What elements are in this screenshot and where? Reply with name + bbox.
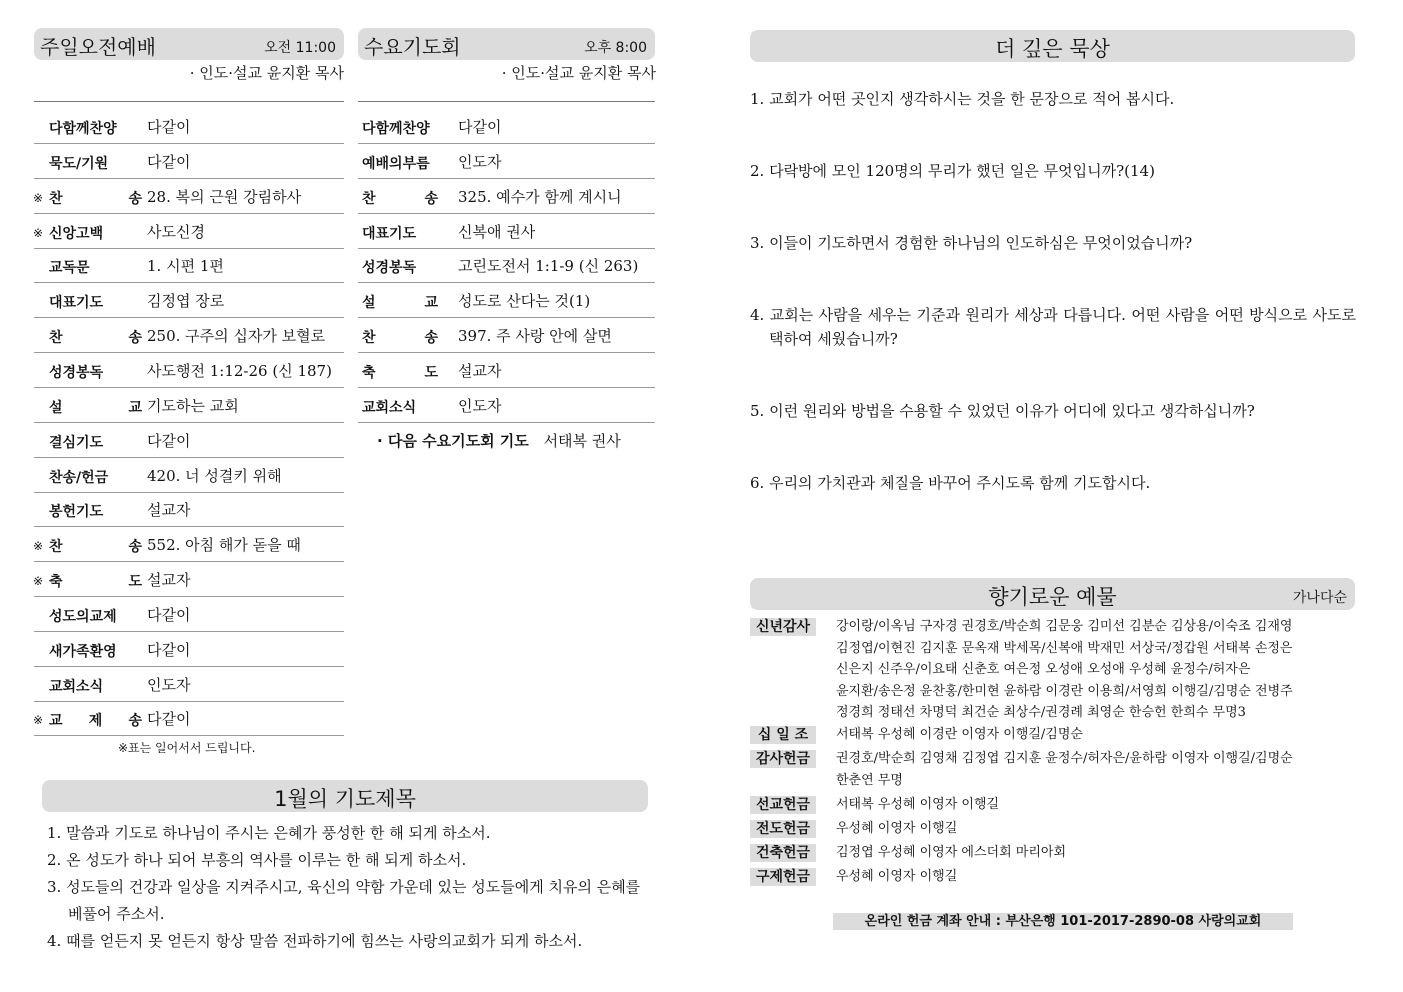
order-label: 찬 송 [362, 330, 438, 347]
order-row [34, 422, 344, 458]
meditation-question: 4. 교회는 사람을 세우는 기준과 원리가 세상과 다릅니다. 어떤 사람을 어떤 방식으로 사도로 택하여 세웠습니까? [750, 306, 1356, 348]
order-label: 축 도 [362, 364, 438, 381]
order-row [34, 317, 344, 353]
offering-label: 십 일 조 [750, 726, 816, 744]
order-label: 설 교 [49, 399, 142, 416]
prayer-item: 4. 때를 얻든지 못 얻든지 항상 말씀 전파하기에 힘쓰는 사랑의교회가 되게 하소서. [47, 932, 583, 950]
standing-mark: ※ [33, 190, 44, 205]
offering-names: 우성혜 이영자 이행길 [836, 821, 958, 836]
order-label: 대표기도 [362, 225, 417, 242]
order-label: 성도의교제 [49, 608, 117, 625]
order-label: 성경봉독 [49, 364, 104, 381]
order-label: 예배의부름 [362, 155, 430, 172]
order-label: 찬 송 [49, 330, 142, 347]
order-row [34, 596, 344, 632]
order-label: 성경봉독 [362, 260, 417, 277]
standing-mark: ※ [33, 225, 44, 240]
order-row [358, 143, 655, 179]
order-value: 김정엽 장로 [147, 292, 225, 311]
order-row [358, 387, 655, 423]
order-value: 다같이 [147, 710, 191, 729]
prayer-item: 3. 성도들의 건강과 일상을 지켜주시고, 육신의 약함 가운데 있는 성도들에게 치유의 은혜를 베풀어 주소서. [47, 878, 641, 923]
standing-note: ※표는 일어서서 드립니다. [118, 741, 256, 755]
order-value: 다같이 [458, 118, 502, 136]
offering-label: 전도헌금 [750, 820, 816, 838]
order-row [358, 317, 655, 353]
prayer-header [42, 780, 648, 812]
order-row [34, 526, 344, 562]
order-value: 다같이 [147, 431, 191, 450]
order-value: 성도로 산다는 것(1) [458, 292, 591, 311]
order-value: 인도자 [147, 675, 191, 694]
order-row [358, 108, 655, 144]
meditation-question: 1. 교회가 어떤 곳인지 생각하시는 것을 한 문장으로 적어 봅시다. [750, 90, 1175, 108]
order-value: 설교자 [147, 501, 191, 520]
offering-names: 서태복 우성혜 이영자 이행길 [836, 797, 1000, 812]
order-row [358, 247, 655, 283]
order-row [34, 666, 344, 702]
order-value: 다같이 [147, 640, 191, 659]
order-label: 찬송/헌금 [49, 469, 109, 486]
meditation-question: 2. 다락방에 모인 120명의 무리가 했던 일은 무엇입니까?(14) [750, 162, 1155, 180]
wednesday-title: 수요기도회 [364, 35, 461, 59]
offering-label: 감사헌금 [750, 750, 816, 768]
meditation-title: 더 깊은 묵상 [995, 37, 1110, 61]
order-value: 325. 예수가 함께 계시니 [458, 187, 622, 206]
order-value: 420. 너 성결키 위해 [147, 466, 282, 485]
order-label: 찬 송 [49, 190, 142, 207]
standing-mark: ※ [33, 574, 44, 589]
offering-label: 구제헌금 [750, 868, 816, 886]
order-label: 교회소식 [362, 399, 417, 416]
order-row [34, 387, 344, 423]
order-row [358, 213, 655, 249]
order-row [34, 457, 344, 493]
order-row [34, 491, 344, 527]
order-value: 신복애 권사 [458, 222, 536, 241]
order-row [34, 108, 344, 144]
offering-label: 신년감사 [750, 618, 816, 636]
order-row [358, 282, 655, 318]
offering-names: 우성혜 이영자 이행길 [836, 869, 958, 884]
wednesday-header [358, 28, 655, 60]
offering-names: 김정엽 우성혜 이영자 에스더회 마리아회 [836, 845, 1067, 860]
order-row [34, 247, 344, 283]
bank-account: 온라인 헌금 계좌 안내 : 부산은행 101-2017-2890-08 사랑의교회 [833, 913, 1293, 930]
prayer-item: 2. 온 성도가 하나 되어 부흥의 역사를 이루는 한 해 되게 하소서. [47, 851, 467, 869]
order-row [34, 700, 344, 736]
next-prayer-name: 서태복 권사 [543, 432, 621, 450]
prayer-title: 1월의 기도제목 [274, 787, 416, 811]
order-value: 28. 복의 근원 강림하사 [147, 187, 302, 206]
offering-title: 향기로운 예물 [988, 585, 1117, 609]
order-row [34, 561, 344, 597]
order-label: 찬 송 [362, 190, 438, 207]
order-row [358, 352, 655, 388]
order-value: 사도신경 [147, 222, 205, 241]
order-row [34, 352, 344, 388]
order-label: 결심기도 [49, 434, 104, 451]
order-value: 사도행전 1:12-26 (신 187) [147, 361, 332, 380]
order-label: 새가족환영 [49, 643, 117, 660]
meditation-question: 3. 이들이 기도하면서 경험한 하나님의 인도하심은 무엇이었습니까? [750, 234, 1193, 252]
offering-names: 서태복 우성혜 이경란 이영자 이행길/김명순 [836, 727, 1083, 742]
offering-label: 선교헌금 [750, 796, 816, 814]
meditation-header [750, 30, 1355, 62]
order-value: 인도자 [458, 152, 502, 171]
offering-names: 강이랑/이옥님 구자경 권경호/박순희 김문웅 김미선 김분순 김상용/이숙조 김재영 김정엽/이현진 김지훈 문옥재 박세목/신복애 박재민 서상국/정갑원 서태복 손정은 신은지 신주우/이요태 신춘호 여은정 오성애 오성애 우성혜 윤정수/허자은 윤지환/송은정 윤찬홍/한미현 윤하람 이경란 이용희/서영희 이행길/김명순 전병주 정경희 정태선 차명덕 최건순 최상수/권경례 최영순 한승헌 한희수 무명3 [836, 619, 1293, 721]
order-label: 축 도 [49, 574, 142, 591]
order-value: 설교자 [147, 571, 191, 590]
order-value: 고린도전서 1:1-9 (신 263) [458, 257, 639, 276]
prayer-item: 1. 말씀과 기도로 하나님이 주시는 은혜가 풍성한 한 해 되게 하소서. [47, 824, 491, 842]
order-label: 대표기도 [49, 295, 104, 312]
order-label: 설 교 [362, 295, 438, 312]
wednesday-time: 오후 8:00 [584, 40, 647, 56]
order-value: 다같이 [147, 118, 191, 136]
order-row [34, 282, 344, 318]
sunday-time: 오전 11:00 [264, 40, 336, 56]
order-label: 교회소식 [49, 678, 104, 695]
order-label: 교독문 [49, 260, 90, 277]
order-row [34, 213, 344, 249]
order-label: 다함께찬양 [49, 121, 117, 137]
sunday-header [34, 28, 344, 60]
next-prayer-label: · 다음 수요기도회 기도 [377, 432, 529, 450]
offering-sort: 가나다순 [1292, 590, 1347, 606]
sunday-top-line [34, 101, 344, 102]
order-value: 다같이 [147, 152, 191, 171]
sunday-leader: · 인도·설교 윤지환 목사 [189, 64, 344, 82]
offering-names: 권경호/박순희 김영채 김정엽 김지훈 윤정수/허자은/윤하람 이영자 이행길/김명순 한춘연 무명 [836, 751, 1293, 788]
order-label: 다함께찬양 [362, 121, 430, 137]
order-value: 250. 구주의 십자가 보혈로 [147, 327, 326, 346]
order-label: 신앙고백 [49, 225, 104, 242]
meditation-question: 5. 이런 원리와 방법을 수용할 수 있었던 이유가 어디에 있다고 생각하십니까? [750, 402, 1255, 420]
wednesday-top-line [358, 101, 655, 102]
order-row [34, 178, 344, 214]
meditation-question: 6. 우리의 가치관과 체질을 바꾸어 주시도록 함께 기도합시다. [750, 474, 1151, 492]
order-value: 다같이 [147, 605, 191, 624]
order-row [358, 178, 655, 214]
order-value: 기도하는 교회 [147, 396, 239, 415]
offering-label: 건축헌금 [750, 844, 816, 862]
order-value: 552. 아침 해가 돋을 때 [147, 536, 301, 555]
standing-mark: ※ [33, 539, 44, 554]
order-label: 묵도/기원 [49, 155, 109, 172]
order-value: 설교자 [458, 361, 502, 380]
order-label: 교 제 송 [49, 713, 142, 730]
wednesday-leader: · 인도·설교 윤지환 목사 [501, 64, 656, 82]
order-value: 397. 주 사랑 안에 살면 [458, 327, 612, 346]
order-value: 인도자 [458, 396, 502, 415]
order-row [34, 143, 344, 179]
order-value: 1. 시편 1편 [147, 257, 224, 276]
standing-mark: ※ [33, 713, 44, 728]
order-row [34, 631, 344, 667]
next-prayer [377, 430, 621, 451]
order-label: 봉헌기도 [49, 504, 104, 521]
order-label: 찬 송 [49, 539, 142, 556]
sunday-title: 주일오전예배 [40, 35, 156, 59]
offering-header [750, 578, 1355, 610]
